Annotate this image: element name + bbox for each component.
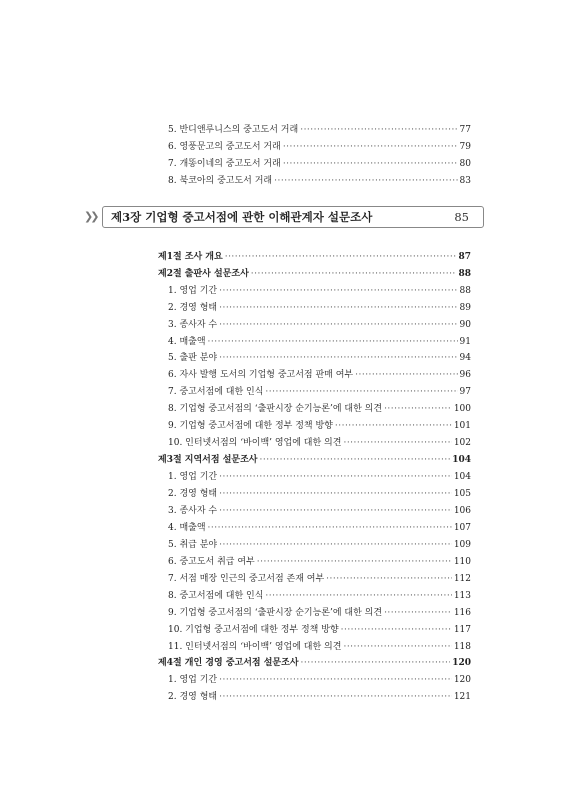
toc-page-number: 83 (459, 176, 471, 186)
toc-entry[interactable] (168, 556, 471, 568)
dot-leader (257, 556, 452, 568)
toc-page-number: 94 (459, 353, 471, 363)
toc-entry-label: 8. 중고서점에 대한 인식 (168, 591, 264, 601)
toc-page-number: 109 (453, 540, 471, 550)
toc-entry[interactable] (168, 674, 471, 686)
toc-entry-label: 2. 경영 형태 (168, 489, 218, 499)
dot-leader (265, 590, 451, 602)
dot-leader (208, 336, 458, 348)
toc-page-number: 116 (453, 608, 471, 618)
toc-page-number: 88 (459, 286, 471, 296)
toc-page-number: 102 (453, 438, 471, 448)
dot-leader (219, 319, 457, 331)
toc-entry-label: 8. 북코아의 중고도서 거래 (168, 176, 273, 186)
toc-entry[interactable] (168, 624, 471, 636)
toc-page-number: 113 (453, 591, 471, 601)
toc-entry-label: 5. 취급 분야 (168, 540, 218, 550)
toc-entry-label: 6. 영풍문고의 중고도서 거래 (168, 142, 281, 152)
toc-entry[interactable] (168, 607, 471, 619)
dot-leader (335, 420, 452, 432)
toc-entry-label: 5. 출판 분야 (168, 353, 218, 363)
toc-entry[interactable] (168, 590, 471, 602)
toc-entry[interactable] (168, 336, 471, 348)
toc-entry-label: 8. 기업형 중고서점의 ‘출판시장 순기능론’에 대한 의견 (168, 404, 383, 414)
toc-page-number: 104 (452, 455, 471, 465)
dot-leader (343, 641, 451, 653)
dot-leader (355, 369, 457, 381)
toc-page-number: 101 (453, 421, 471, 431)
toc-section-title: 제4절 개인 경영 중고서점 설문조사 (158, 658, 299, 668)
toc-section-title: 제1절 조사 개요 (158, 252, 223, 262)
dot-leader (384, 607, 452, 619)
toc-entry-label: 7. 서점 매장 인근의 중고서점 존재 여부 (168, 574, 325, 584)
toc-entry[interactable] (168, 141, 471, 153)
dot-leader (259, 454, 450, 466)
toc-page-number: 120 (453, 675, 471, 685)
dot-leader (384, 403, 452, 415)
toc-section[interactable] (158, 268, 471, 280)
toc-section-title: 제3절 지역서점 설문조사 (158, 455, 258, 465)
toc-entry-label: 1. 영업 기간 (168, 675, 218, 685)
toc-entry-label: 4. 매출액 (168, 337, 206, 347)
toc-page-number: 107 (453, 523, 471, 533)
dot-leader (219, 488, 452, 500)
toc-entry[interactable] (168, 386, 471, 398)
toc-page-number: 118 (453, 642, 471, 652)
toc-entry[interactable] (168, 352, 471, 364)
toc-section-title: 제2절 출판사 설문조사 (158, 269, 249, 279)
toc-entry-label: 5. 반디앤루니스의 중고도서 거래 (168, 125, 299, 135)
toc-entry-label: 2. 경영 형태 (168, 303, 218, 313)
toc-entry[interactable] (168, 175, 471, 187)
double-chevron-right-icon: ❯❯ (84, 210, 97, 223)
toc-page-number: 117 (453, 625, 471, 635)
toc-entry-label: 4. 매출액 (168, 523, 206, 533)
toc-page-number: 110 (453, 557, 471, 567)
toc-entry-label: 10. 기업형 중고서점에 대한 정부 정책 방향 (168, 625, 339, 635)
toc-page-number: 79 (459, 142, 471, 152)
toc-page-number: 120 (452, 658, 471, 668)
toc-entry-label: 6. 자사 발행 도서의 기업형 중고서점 판매 여부 (168, 370, 354, 380)
toc-entry-label: 1. 영업 기간 (168, 286, 218, 296)
toc-entry[interactable] (168, 505, 471, 517)
dot-leader (225, 251, 457, 263)
toc-page-number: 104 (453, 472, 471, 482)
dot-leader (219, 674, 452, 686)
dot-leader (283, 141, 458, 153)
toc-page-number: 105 (453, 489, 471, 499)
toc-page-number: 80 (459, 159, 471, 169)
toc-entry-label: 3. 종사자 수 (168, 506, 218, 516)
dot-leader (300, 124, 457, 136)
toc-page-number: 87 (458, 252, 471, 262)
dot-leader (343, 437, 451, 449)
chapter-title: 제3장 기업형 중고서점에 관한 이해관계자 설문조사 (111, 210, 373, 224)
toc-page-number: 88 (458, 269, 471, 279)
toc-entry-label: 3. 종사자 수 (168, 320, 218, 330)
toc-page-number: 91 (459, 337, 471, 347)
dot-leader (251, 268, 457, 280)
dot-leader (208, 522, 452, 534)
toc-page-number: 121 (453, 692, 471, 702)
chapter-heading-box (102, 206, 484, 228)
toc-page-number: 106 (453, 506, 471, 516)
toc-entry-label: 7. 중고서점에 대한 인식 (168, 387, 264, 397)
toc-entry[interactable] (168, 522, 471, 534)
dot-leader (301, 657, 451, 669)
toc-entry[interactable] (168, 285, 471, 297)
dot-leader (326, 573, 452, 585)
dot-leader (219, 539, 452, 551)
toc-entry[interactable] (168, 158, 471, 170)
toc-entry[interactable] (168, 319, 471, 331)
toc-entry-label: 1. 영업 기간 (168, 472, 218, 482)
dot-leader (265, 386, 457, 398)
toc-entry[interactable] (168, 302, 471, 314)
toc-entry[interactable] (168, 539, 471, 551)
toc-entry[interactable] (168, 488, 471, 500)
toc-entry[interactable] (168, 691, 471, 703)
toc-entry-label: 7. 개똥이네의 중고도서 거래 (168, 159, 281, 169)
toc-page-number: 97 (459, 387, 471, 397)
dot-leader (219, 691, 452, 703)
dot-leader (219, 471, 452, 483)
toc-entry-label: 9. 기업형 중고서점에 대한 정부 정책 방향 (168, 421, 333, 431)
toc-section[interactable] (158, 657, 471, 669)
toc-page-number: 96 (459, 370, 471, 380)
toc-entry-label: 2. 경영 형태 (168, 692, 218, 702)
toc-page-number: 112 (453, 574, 471, 584)
toc-entry[interactable] (168, 403, 471, 415)
toc-page-number: 90 (459, 320, 471, 330)
toc-entry[interactable] (168, 573, 471, 585)
toc-page-number: 77 (459, 125, 471, 135)
toc-entry-label: 9. 기업형 중고서점의 ‘출판시장 순기능론’에 대한 의견 (168, 608, 383, 618)
toc-entry[interactable] (168, 437, 471, 449)
toc-entry-label: 11. 인터넷서점의 ‘바이백’ 영업에 대한 의견 (168, 642, 342, 652)
dot-leader (341, 624, 452, 636)
chapter-page-number: 85 (454, 210, 469, 224)
toc-entry[interactable] (168, 124, 471, 136)
dot-leader (219, 285, 457, 297)
toc-entry[interactable] (168, 641, 471, 653)
dot-leader (274, 175, 457, 187)
toc-entry[interactable] (168, 471, 471, 483)
chapter-heading[interactable] (84, 206, 484, 228)
dot-leader (219, 302, 457, 314)
dot-leader (219, 352, 457, 364)
dot-leader (219, 505, 452, 517)
toc-entry[interactable] (168, 369, 471, 381)
toc-entry[interactable] (168, 420, 471, 432)
toc-entry-label: 10. 인터넷서점의 ‘바이백’ 영업에 대한 의견 (168, 438, 342, 448)
toc-section[interactable] (158, 251, 471, 263)
toc-section[interactable] (158, 454, 471, 466)
dot-leader (283, 158, 458, 170)
toc-page-number: 100 (453, 404, 471, 414)
toc-page-number: 89 (459, 303, 471, 313)
toc-entry-label: 6. 중고도서 취급 여부 (168, 557, 255, 567)
